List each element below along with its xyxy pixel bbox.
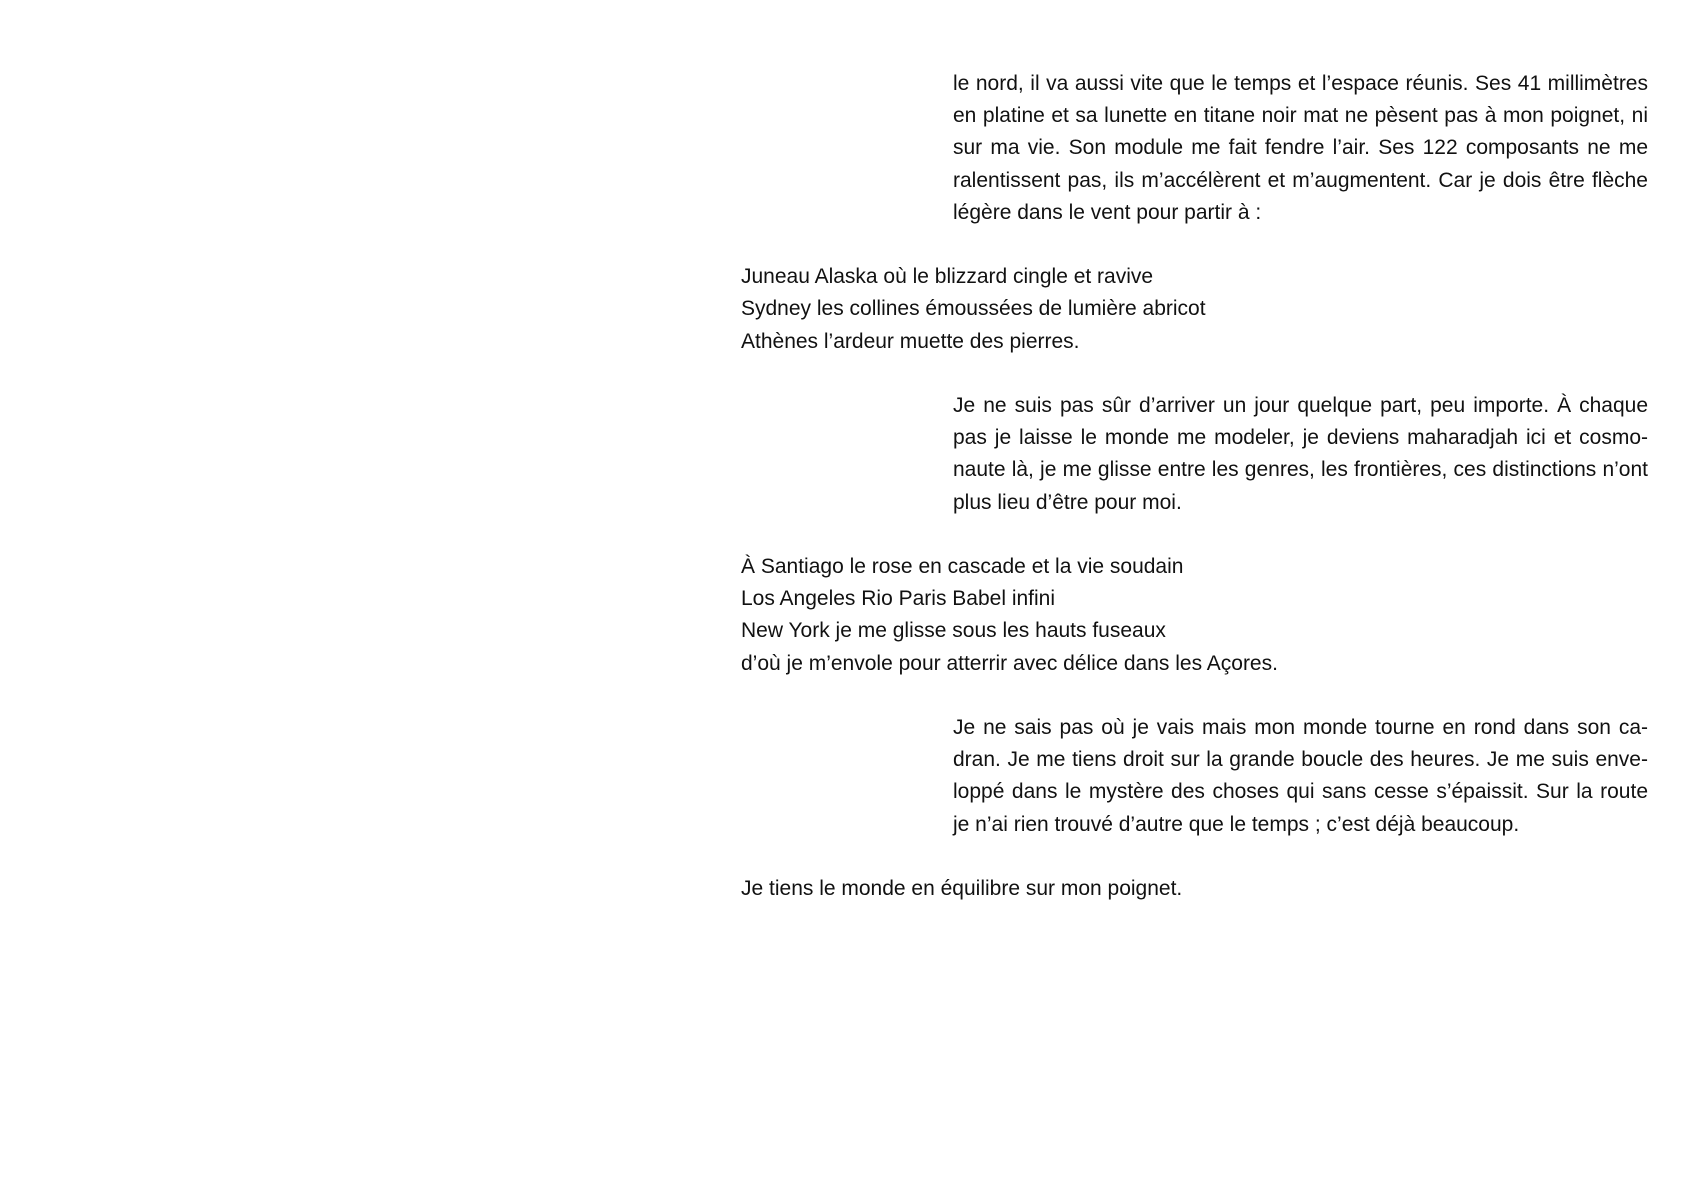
prose-paragraph-2: Je ne suis pas sûr d’arriver un jour quelque part, peu importe. À chaque pas je laisse le monde me modeler, je deviens maharadjah ici et cosmonaute là, je me glisse entre les genres, les frontières, ces distinctions n’ont plus lieu d’être pour moi. [953,394,1648,514]
verse-line: New York je me glisse sous les hauts fuseaux [741,619,1166,643]
verse-line: Athènes l’ardeur muette des pierres. [741,329,1080,353]
closing-line: Je tiens le monde en équilibre sur mon poignet. [741,877,1183,900]
prose-paragraph-3: Je ne sais pas où je vais mais mon monde tourne en rond dans son cadran. Je me tiens droit sur la grande boucle des heures. Je me suis enveloppé dans le mystère des choses qui sans cesse s’épaissit. Sur la route je n’ai rien trouvé d’autre que le temps ; c’est déjà beaucoup. [953,716,1648,836]
verse-line: Los Angeles Rio Paris Babel infini [741,587,1056,611]
verse-line: d’où je m’envole pour atterrir avec délice dans les Açores. [741,651,1278,675]
verse-line: Juneau Alaska où le blizzard cingle et ravive [741,265,1154,289]
verse-line: À Santiago le rose en cascade et la vie soudain [741,555,1184,578]
verse-stanza-2 [741,551,1648,680]
verse-stanza-1 [741,261,1648,358]
verse-line: Sydney les collines émoussées de lumière abricot [741,297,1206,321]
text-column [741,68,1648,905]
prose-paragraph-1: le nord, il va aussi vite que le temps et l’espace réunis. Ses 41 millimètres en platine et sa lunette en titane noir mat ne pèsent pas à mon poignet, ni sur ma vie. Son module me fait fendre l’air. Ses 122 composants ne me ralentissent pas, ils m’accélèrent et m’augmentent. Car je dois être flèche légère dans le vent pour partir à : [953,72,1648,224]
